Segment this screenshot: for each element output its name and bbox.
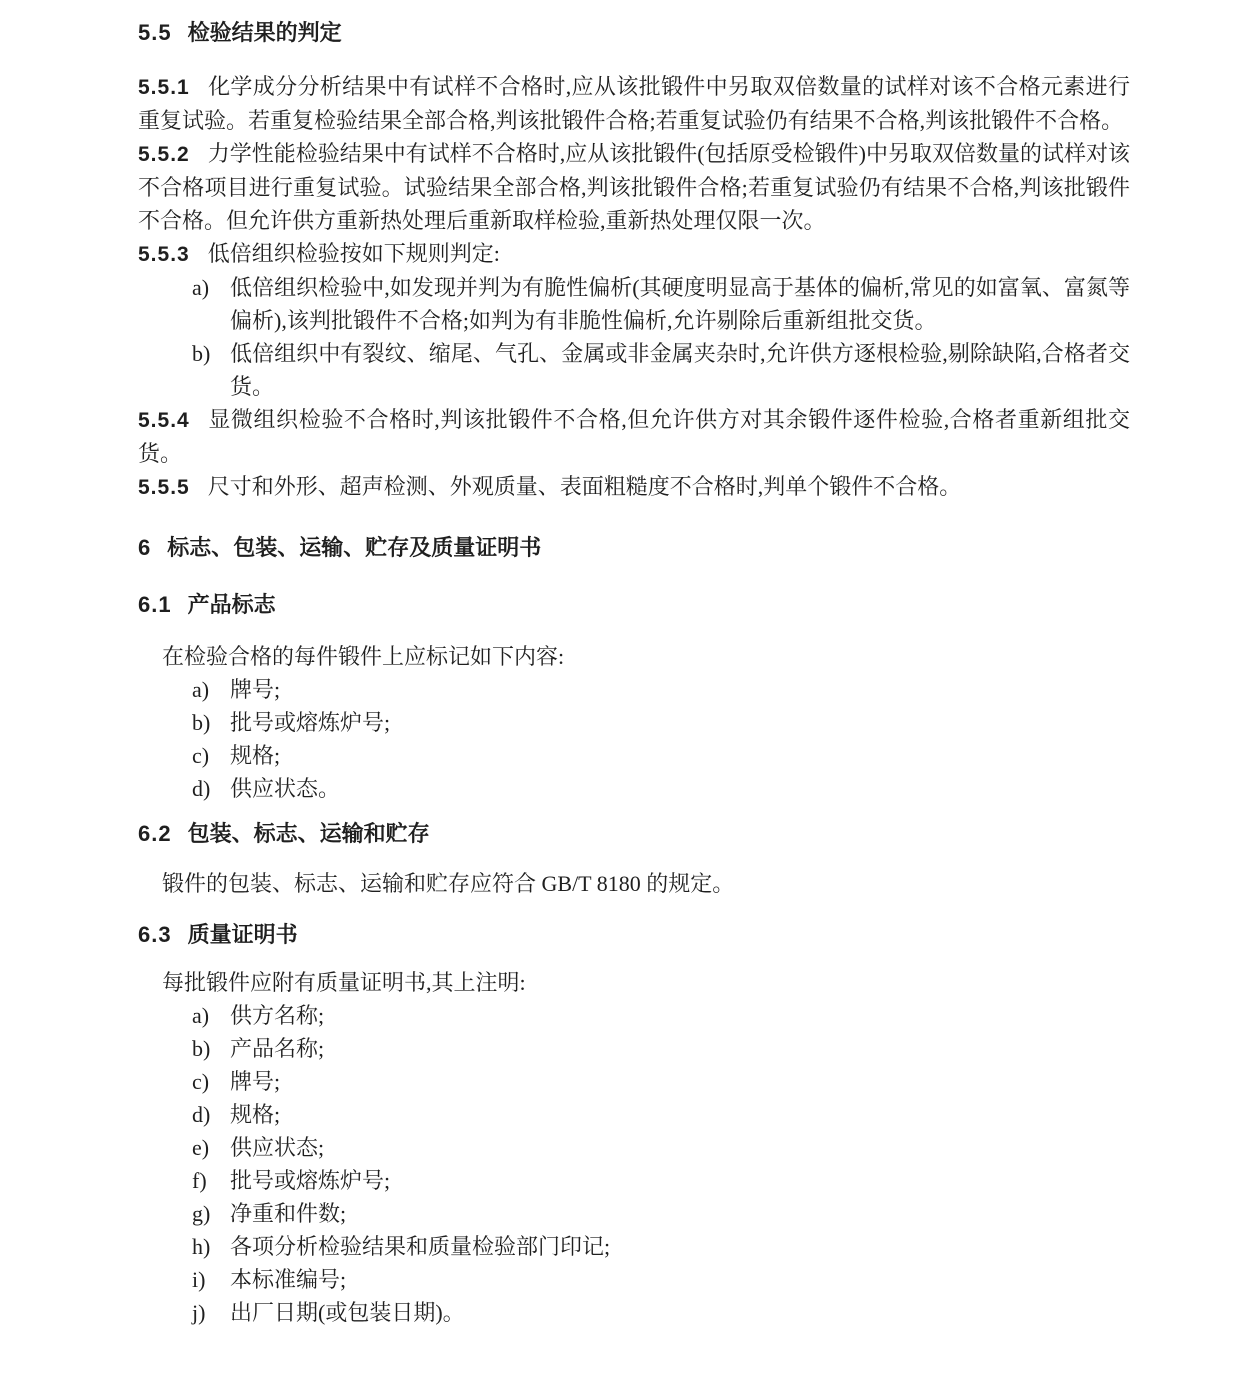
list-marker: e) [192, 1135, 210, 1160]
list-item-text: 供应状态; [230, 1135, 325, 1160]
list-item-text: 供方名称; [230, 1003, 325, 1028]
clause-5-5-1-number: 5.5.1 [138, 76, 190, 99]
heading-6-3-number: 6.3 [138, 922, 172, 947]
list-item-text: 规格; [230, 1102, 281, 1127]
heading-5-5 [138, 16, 1130, 49]
list-item-5-5-3-b [138, 337, 1130, 403]
list-item-text: 本标准编号; [230, 1267, 347, 1292]
clause-5-5-4-number: 5.5.4 [138, 409, 190, 432]
list-marker: a) [192, 1003, 210, 1028]
heading-5-5-title: 检验结果的判定 [187, 20, 342, 45]
heading-6-2 [138, 817, 1130, 850]
list-item-text: 批号或熔炼炉号; [230, 710, 391, 735]
clause-5-5-5-text: 尺寸和外形、超声检测、外观质量、表面粗糙度不合格时,判单个锻件不合格。 [207, 474, 962, 499]
list-item-text: 各项分析检验结果和质量检验部门印记; [230, 1234, 611, 1259]
list-item-6-3-f [138, 1164, 1130, 1197]
list-marker: i) [192, 1267, 206, 1292]
clause-5-5-4-text: 显微组织检验不合格时,判该批锻件不合格,但允许供方对其余锻件逐件检验,合格者重新组批交货。 [138, 407, 1130, 466]
list-marker: f) [192, 1168, 207, 1193]
heading-6-2-number: 6.2 [138, 821, 172, 846]
heading-6-3-title: 质量证明书 [187, 922, 298, 947]
list-item-text: 低倍组织检验中,如发现并判为有脆性偏析(其硬度明显高于基体的偏析,常见的如富氧、富氮等偏析),该判批锻件不合格;如判为有非脆性偏析,允许剔除后重新组批交货。 [230, 275, 1130, 333]
clause-5-5-5-number: 5.5.5 [138, 476, 190, 499]
heading-5-5-number: 5.5 [138, 20, 172, 45]
heading-6 [138, 531, 1130, 564]
clause-5-5-4 [138, 403, 1130, 470]
list-item-text: 牌号; [230, 677, 281, 702]
paragraph-6-3-intro: 每批锻件应附有质量证明书,其上注明: [162, 970, 526, 995]
list-item-6-3-b [138, 1032, 1130, 1065]
list-item-text: 规格; [230, 743, 281, 768]
list-item-6-3-a [138, 999, 1130, 1032]
clause-5-5-5 [138, 470, 1130, 504]
list-item-6-1-b [138, 706, 1130, 739]
clause-5-5-1 [138, 70, 1130, 137]
heading-6-title: 标志、包装、运输、贮存及质量证明书 [167, 535, 542, 560]
list-marker: d) [192, 1102, 211, 1127]
list-item-text: 供应状态。 [230, 776, 341, 801]
list-marker: d) [192, 776, 211, 801]
clause-5-5-1-text: 化学成分分析结果中有试样不合格时,应从该批锻件中另取双倍数量的试样对该不合格元素进行重复试验。若重复检验结果全部合格,判该批锻件合格;若重复试验仍有结果不合格,判该批锻件不合格。 [138, 74, 1130, 133]
list-item-text: 产品名称; [230, 1036, 325, 1061]
clause-5-5-2-text: 力学性能检验结果中有试样不合格时,应从该批锻件(包括原受检锻件)中另取双倍数量的试样对该不合格项目进行重复试验。试验结果全部合格,判该批锻件合格;若重复试验仍有结果不合格,判该批锻件不合格。但允许供方重新热处理后重新取样检验,重新热处理仅限一次。 [138, 141, 1130, 233]
heading-6-number: 6 [138, 535, 152, 560]
heading-6-1-title: 产品标志 [187, 592, 276, 617]
clause-5-5-2-number: 5.5.2 [138, 143, 190, 166]
list-marker: b) [192, 1036, 211, 1061]
list-item-6-1-c [138, 739, 1130, 772]
list-marker: g) [192, 1201, 211, 1226]
list-marker: j) [192, 1300, 206, 1325]
list-item-6-3-i [138, 1263, 1130, 1296]
list-item-6-3-d [138, 1098, 1130, 1131]
list-marker: c) [192, 743, 210, 768]
list-marker: a) [192, 677, 210, 702]
list-marker: c) [192, 1069, 210, 1094]
list-item-text: 批号或熔炼炉号; [230, 1168, 391, 1193]
list-item-6-3-j [138, 1296, 1130, 1329]
heading-6-3 [138, 918, 1130, 951]
heading-6-1 [138, 588, 1130, 621]
clause-5-5-3-number: 5.5.3 [138, 243, 190, 266]
paragraph-6-1-intro: 在检验合格的每件锻件上应标记如下内容: [162, 644, 565, 669]
paragraph-6-2-body: 锻件的包装、标志、运输和贮存应符合 GB/T 8180 的规定。 [162, 871, 735, 896]
list-item-6-3-g [138, 1197, 1130, 1230]
list-item-text: 净重和件数; [230, 1201, 347, 1226]
heading-6-1-number: 6.1 [138, 592, 172, 617]
list-item-6-3-h [138, 1230, 1130, 1263]
clause-5-5-3 [138, 237, 1130, 271]
list-item-5-5-3-a [138, 271, 1130, 337]
clause-5-5-2 [138, 137, 1130, 237]
list-item-6-3-c [138, 1065, 1130, 1098]
list-item-6-1-a [138, 673, 1130, 706]
list-item-6-1-d [138, 772, 1130, 805]
list-marker: b) [192, 341, 211, 366]
list-item-text: 低倍组织中有裂纹、缩尾、气孔、金属或非金属夹杂时,允许供方逐根检验,剔除缺陷,合格者交货。 [230, 341, 1130, 399]
list-marker: h) [192, 1234, 211, 1259]
clause-5-5-3-text: 低倍组织检验按如下规则判定: [207, 241, 500, 266]
list-item-6-3-e [138, 1131, 1130, 1164]
list-marker: b) [192, 710, 211, 735]
list-marker: a) [192, 275, 210, 300]
list-item-text: 牌号; [230, 1069, 281, 1094]
heading-6-2-title: 包装、标志、运输和贮存 [187, 821, 430, 846]
list-item-text: 出厂日期(或包装日期)。 [230, 1300, 465, 1325]
